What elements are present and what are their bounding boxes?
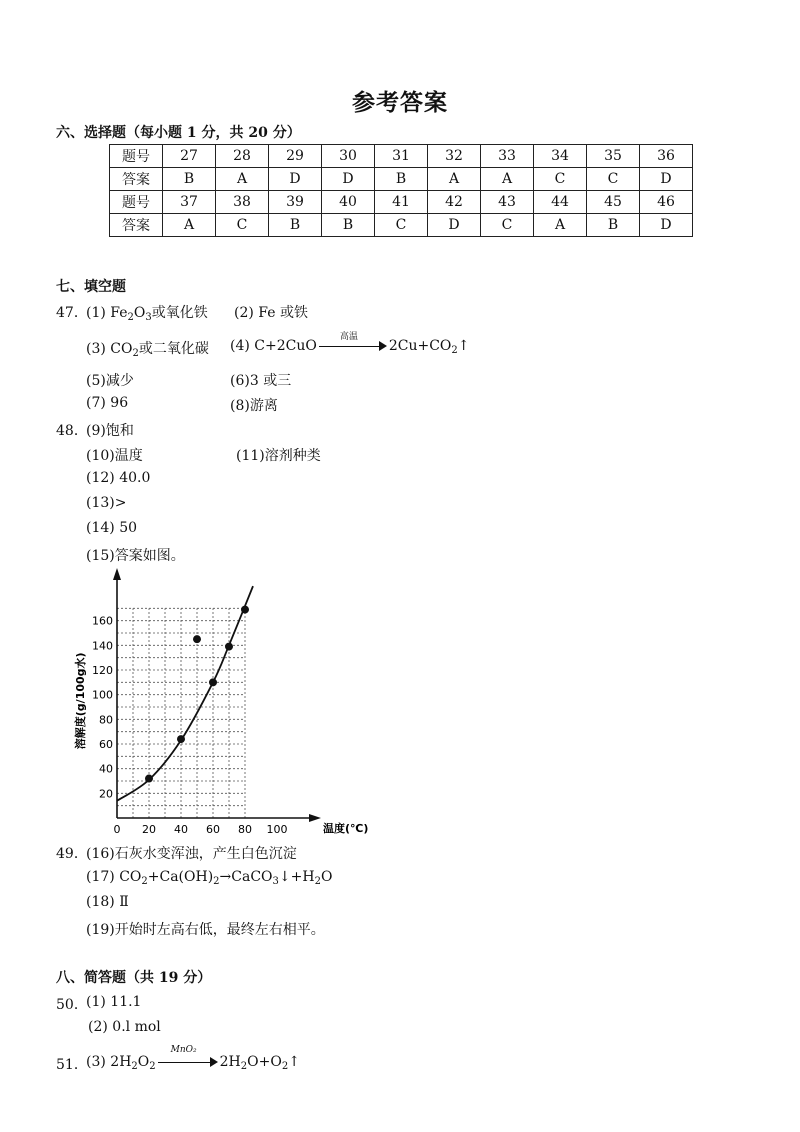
table-cell: D	[428, 214, 481, 237]
x-tick-label: 60	[206, 823, 220, 836]
y-tick-label: 100	[92, 688, 113, 702]
table-cell: A	[163, 214, 216, 237]
answer-item: (5)减少	[86, 373, 134, 389]
answer-item: (19)开始时左高右低，最终左右相平。	[86, 922, 325, 938]
data-point	[193, 635, 201, 643]
question-number: 49．	[56, 846, 88, 862]
table-cell: B	[375, 168, 428, 191]
section-heading-short-answer: 八、简答题（共 19 分）	[56, 970, 212, 986]
reaction-condition: MnO₂	[170, 1045, 197, 1055]
row-label: 答案	[110, 214, 163, 237]
answer-item: (8)游离	[230, 398, 278, 414]
x-tick-label: 0	[113, 823, 121, 836]
row-label: 题号	[110, 191, 163, 214]
table-cell: D	[640, 214, 693, 237]
question-number: 50．	[56, 997, 88, 1013]
answer-item: (18) Ⅱ	[86, 894, 129, 910]
x-tick-label: 40	[174, 823, 188, 836]
answer-item: (13)>	[86, 495, 127, 511]
table-cell: C	[216, 214, 269, 237]
equation: (3) $2H_2O_2$ MnO₂ $2H_2O+O_2↑$	[86, 1045, 300, 1072]
data-point	[241, 606, 249, 614]
table-cell: 35	[587, 145, 640, 168]
table-cell: 46	[640, 191, 693, 214]
answer-item: (2) Fe 或铁	[234, 305, 308, 321]
table-cell: A	[216, 168, 269, 191]
table-cell: B	[269, 214, 322, 237]
y-tick-label: 120	[92, 664, 113, 677]
reaction-arrow	[319, 332, 387, 353]
page-title: 参考答案	[352, 89, 448, 116]
table-cell: D	[269, 168, 322, 191]
answer-item: (12) 40.0	[86, 470, 151, 486]
y-tick-label: 140	[92, 639, 113, 653]
table-cell: 32	[428, 145, 481, 168]
answer-item: (9)饱和	[86, 423, 134, 439]
reaction-arrow	[158, 1045, 218, 1069]
y-tick-label: 80	[99, 713, 113, 727]
data-point	[209, 678, 217, 686]
answer-item: (3) $CO_2$或二氧化碳	[86, 341, 209, 359]
answer-item: (1) $Fe_2O_3$或氧化铁	[86, 305, 208, 323]
y-tick-label: 20	[99, 787, 113, 801]
row-label: 题号	[110, 145, 163, 168]
question-number: 51．	[56, 1057, 88, 1073]
table-cell: 33	[481, 145, 534, 168]
data-point	[177, 735, 185, 743]
table-cell: B	[587, 214, 640, 237]
table-row	[110, 191, 693, 214]
y-axis-label: 溶解度(g/100g水)	[74, 652, 87, 750]
reaction-condition: 高温	[339, 332, 358, 342]
table-cell: D	[640, 168, 693, 191]
table-cell: 43	[481, 191, 534, 214]
table-row	[110, 145, 693, 168]
table-cell: D	[322, 168, 375, 191]
table-cell: 38	[216, 191, 269, 214]
table-cell: 36	[640, 145, 693, 168]
question-number: 48．	[56, 423, 88, 439]
table-cell: 42	[428, 191, 481, 214]
x-tick-label: 80	[238, 823, 252, 836]
question-number: 47．	[56, 305, 88, 321]
table-cell: 27	[163, 145, 216, 168]
table-cell: 40	[322, 191, 375, 214]
data-point	[145, 775, 153, 783]
table-cell: 44	[534, 191, 587, 214]
table-cell: 39	[269, 191, 322, 214]
table-cell: A	[428, 168, 481, 191]
row-label: 答案	[110, 168, 163, 191]
answer-item: (11)溶剂种类	[236, 448, 321, 464]
answer-item: (16)石灰水变浑浊，产生白色沉淀	[86, 846, 297, 862]
table-cell: 41	[375, 191, 428, 214]
table-cell: 31	[375, 145, 428, 168]
equation: (4) C+2CuO 高温 $2Cu+CO_2↑$	[230, 338, 470, 354]
table-cell: 34	[534, 145, 587, 168]
table-cell: B	[322, 214, 375, 237]
table-cell: C	[534, 168, 587, 191]
answer-item: (6)3 或三	[230, 373, 292, 389]
x-tick-label: 100	[266, 823, 288, 836]
table-cell: 37	[163, 191, 216, 214]
equation: (17) $CO_2+Ca(OH)_2\to CaCO_3↓+H_2O$	[86, 869, 333, 887]
section-heading-choice: 六、选择题（每小题 1 分，共 20 分）	[56, 125, 301, 141]
answer-item: (10)温度	[86, 448, 143, 464]
table-cell: A	[534, 214, 587, 237]
table-cell: 29	[269, 145, 322, 168]
answer-item: (1) 11.1	[86, 994, 142, 1010]
data-point	[225, 643, 233, 651]
x-axis-label: 温度(℃)	[323, 822, 369, 835]
table-cell: 28	[216, 145, 269, 168]
table-row	[110, 214, 693, 237]
y-tick-label: 160	[92, 614, 113, 628]
table-cell: A	[481, 168, 534, 191]
y-tick-label: 40	[99, 762, 113, 776]
section-heading-fill: 七、填空题	[56, 279, 126, 295]
table-cell: C	[375, 214, 428, 237]
table-cell: C	[481, 214, 534, 237]
answer-item: (15)答案如图。	[86, 548, 185, 564]
table-cell: 45	[587, 191, 640, 214]
answer-item: (2) 0.l mol	[88, 1019, 161, 1035]
table-cell: C	[587, 168, 640, 191]
table-cell: B	[163, 168, 216, 191]
answer-item: (14) 50	[86, 520, 138, 536]
table-row	[110, 168, 693, 191]
answer-item: (7) 96	[86, 395, 129, 411]
x-tick-label: 20	[142, 823, 156, 836]
answer-table	[109, 144, 693, 237]
y-tick-label: 60	[99, 738, 113, 751]
solubility-chart	[70, 566, 369, 836]
table-cell: 30	[322, 145, 375, 168]
y-axis-arrow	[113, 568, 121, 580]
x-axis-arrow	[309, 814, 321, 822]
